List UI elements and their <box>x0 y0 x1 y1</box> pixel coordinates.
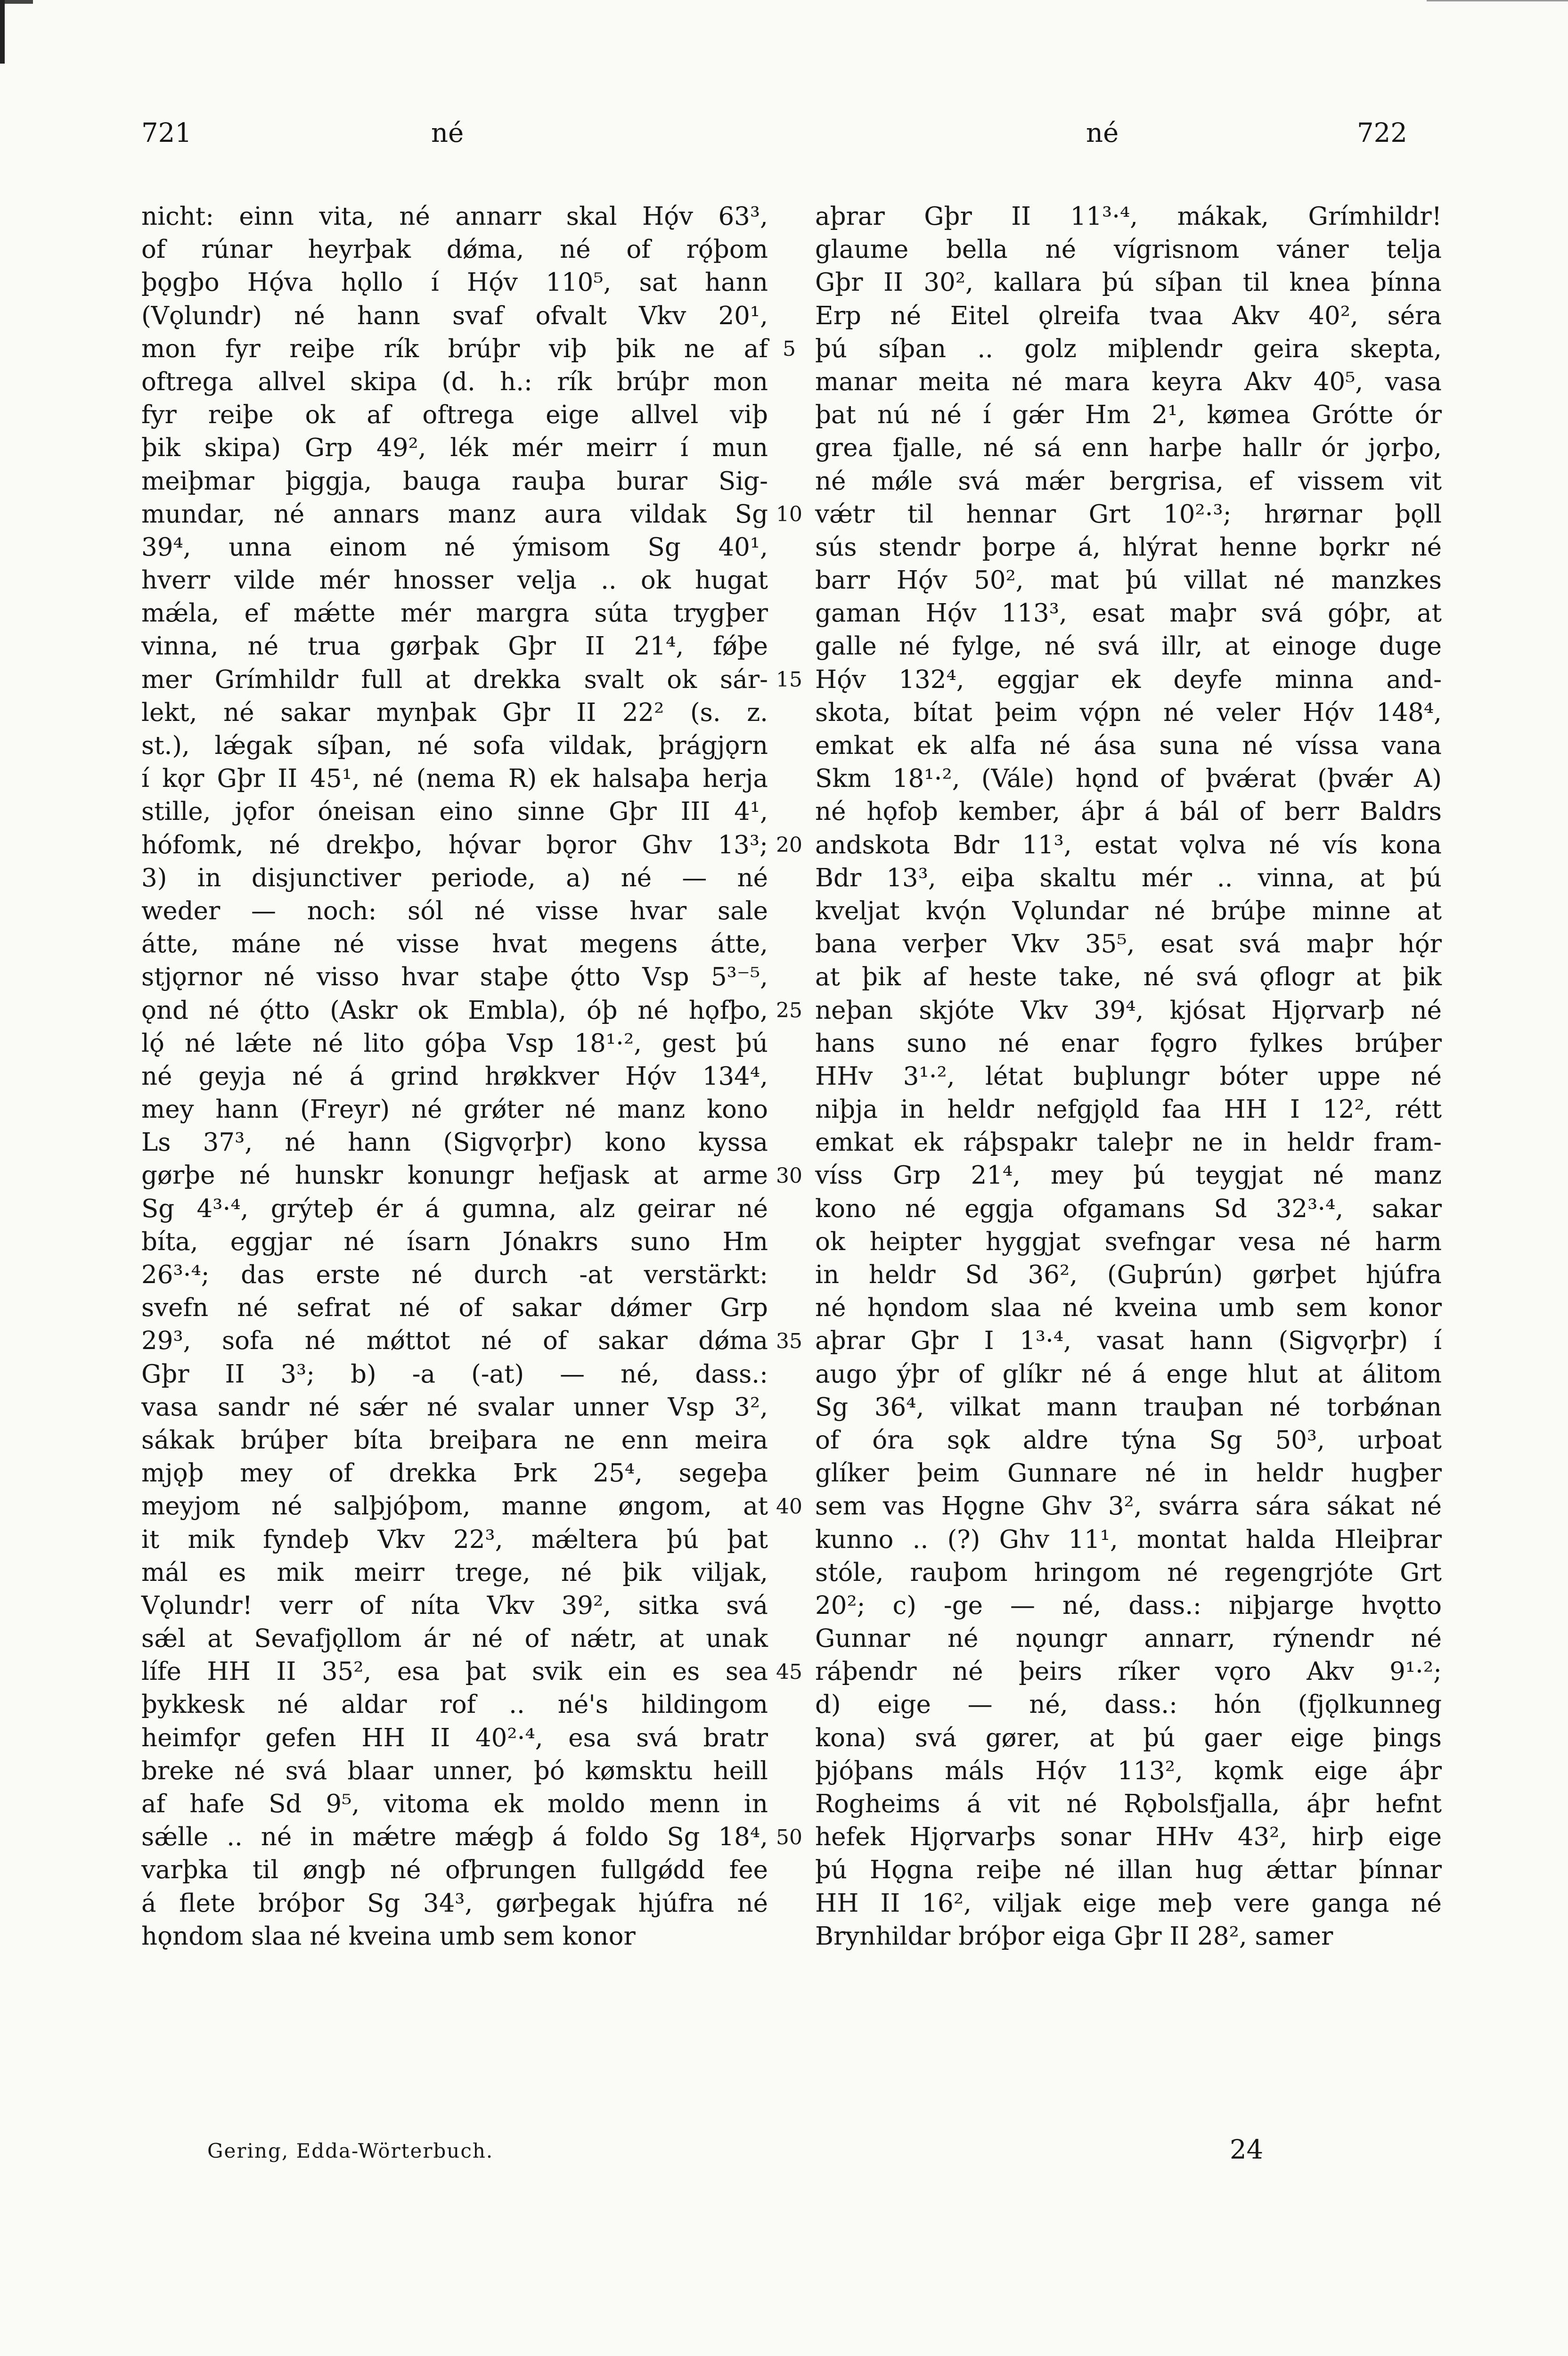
text-line: skota, bítat þeim vǫ́pn né veler Hǫ́v 148⁴, <box>815 698 1442 727</box>
text-line: mon fyr reiþe rík brúþr viþ þik ne af <box>141 334 768 363</box>
text-line: né hǫfoþ kember, áþr á bál of berr Baldrs <box>815 797 1442 826</box>
text-line: né hǫndom slaa né kveina umb sem konor <box>815 1293 1442 1323</box>
text-line: of rúnar heyrþak dǿma, né of rǫ́þom <box>141 235 768 264</box>
text-line: kono né eggja ofgamans Sd 32³·⁴, sakar <box>815 1194 1442 1223</box>
text-line: lífe HH II 35², esa þat svik ein es sea <box>141 1657 768 1686</box>
text-line: grea fjalle, né sá enn harþe hallr ór jǫrþo, <box>815 434 1442 463</box>
text-line: 3) in disjunctiver periode, a) né — né <box>141 863 768 892</box>
text-line: sem vas Hǫgne Ghv 3², svárra sára sákat né <box>815 1492 1442 1521</box>
text-line: HHv 3¹·², létat buþlungr bóter uppe né <box>815 1062 1442 1091</box>
text-line: þik skipa) Grp 49², lék mér meirr í mun <box>141 434 768 463</box>
text-line: stóle, rauþom hringom né regengrjóte Grt <box>815 1558 1442 1587</box>
line-number: 5 <box>783 336 796 361</box>
text-line: sǽlle .. né in mǽtre mǽgþ á foldo Sg 18⁴, <box>141 1823 768 1852</box>
page-number-left: 721 <box>141 118 192 148</box>
text-line: 29³, sofa né mǿttot né of sakar dǿma <box>141 1326 768 1356</box>
left-column <box>141 200 768 1953</box>
text-line: weder — noch: sól né visse hvar sale <box>141 896 768 925</box>
text-line: Erp né Eitel ǫlreifa tvaa Akv 40², séra <box>815 301 1442 330</box>
text-line: né mǿle svá mǽr bergrisa, ef vissem vit <box>815 466 1442 496</box>
line-number: 20 <box>776 833 802 857</box>
line-number: 10 <box>776 502 802 526</box>
text-line: meyjom né salþjóþom, manne øngom, at <box>141 1492 768 1521</box>
text-line: in heldr Sd 36², (Guþrún) gørþet hjúfra <box>815 1260 1442 1289</box>
text-line: þykkesk né aldar rof .. né's hildingom <box>141 1690 768 1719</box>
text-line: mey hann (Freyr) né grǿter né manz kono <box>141 1095 768 1124</box>
text-line: glaume bella né vígrisnom váner telja <box>815 235 1442 264</box>
text-line: HH II 16², viljak eige meþ vere ganga né <box>815 1889 1442 1918</box>
text-line: st.), lǽgak síþan, né sofa vildak, þrágjǫrn <box>141 731 768 760</box>
text-line: vasa sandr né sǽr né svalar unner Vsp 3², <box>141 1392 768 1422</box>
text-line: lekt, né sakar mynþak Gþr II 22² (s. z. <box>141 698 768 727</box>
text-line: aþrar Gþr I 1³·⁴, vasat hann (Sigvǫrþr) í <box>815 1326 1442 1356</box>
line-number: 15 <box>776 667 802 692</box>
text-line: þǫgþo Hǫ́va hǫllo í Hǫ́v 110⁵, sat hann <box>141 268 768 297</box>
scan-edge-mark-top <box>5 0 33 4</box>
text-line: mǽla, ef mǽtte mér margra súta trygþer <box>141 599 768 628</box>
text-line: emkat ek ráþspakr taleþr ne in heldr fram- <box>815 1128 1442 1157</box>
text-line: Sg 4³·⁴, grýteþ ér á gumna, alz geirar né <box>141 1194 768 1223</box>
text-line: bíta, eggjar né ísarn Jónakrs suno Hm <box>141 1227 768 1256</box>
right-column <box>815 200 1442 1953</box>
text-line: af hafe Sd 9⁵, vitoma ek moldo menn in <box>141 1790 768 1818</box>
text-line: mál es mik meirr trege, né þik viljak, <box>141 1558 768 1587</box>
text-line: d) eige — né, dass.: hón (fjǫlkunneg <box>815 1690 1442 1719</box>
text-line: barr Hǫ́v 50², mat þú villat né manzkes <box>815 566 1442 595</box>
sheet-number: 24 <box>1230 2135 1264 2165</box>
text-line: varþka til øngþ né ofþrungen fullgǿdd fee <box>141 1856 768 1885</box>
text-line: oftrega allvel skipa (d. h.: rík brúþr mon <box>141 367 768 396</box>
text-line: mundar, né annars manz aura vildak Sg <box>141 499 768 529</box>
text-line: 20²; c) -ge — né, dass.: niþjarge hvǫtto <box>815 1591 1442 1620</box>
text-line: aþrar Gþr II 11³·⁴, mákak, Grímhildr! <box>815 202 1442 231</box>
text-line: andskota Bdr 11³, estat vǫlva né vís kona <box>815 830 1442 859</box>
text-line: hans suno né enar fǫgro fylkes brúþer <box>815 1029 1442 1058</box>
text-line: stille, jǫfor óneisan eino sinne Gþr III 4¹, <box>141 797 768 826</box>
text-line: 39⁴, unna einom né ýmisom Sg 40¹, <box>141 532 768 562</box>
scan-edge-rule <box>1427 0 1568 1</box>
text-line: mjǫþ mey of drekka Þrk 25⁴, segeþa <box>141 1459 768 1488</box>
text-line: neþan skjóte Vkv 39⁴, kjósat Hjǫrvarþ né <box>815 996 1442 1025</box>
text-line: hǫndom slaa né kveina umb sem konor <box>141 1922 636 1951</box>
text-line: hófomk, né drekþo, hǫ́var bǫror Ghv 13³; <box>141 830 768 859</box>
text-line: ráþendr né þeirs ríker vǫro Akv 9¹·²; <box>815 1657 1442 1686</box>
text-line: it mik fyndeþ Vkv 22³, mǽltera þú þat <box>141 1525 768 1554</box>
text-line: Gþr II 3³; b) -a (-at) — né, dass.: <box>141 1359 768 1389</box>
line-number: 25 <box>776 998 802 1023</box>
text-line: Vǫlundr! verr of níta Vkv 39², sitka svá <box>141 1591 768 1620</box>
text-line: ǫnd né ǫ́tto (Askr ok Embla), óþ né hǫfþo, <box>141 996 768 1025</box>
text-line: átte, máne né visse hvat megens átte, <box>141 930 768 959</box>
text-line: Ls 37³, né hann (Sigvǫrþr) kono kyssa <box>141 1128 768 1157</box>
text-line: kunno .. (?) Ghv 11¹, montat halda Hleiþrar <box>815 1525 1442 1554</box>
running-head-right: né <box>1086 118 1119 148</box>
scan-edge-mark <box>0 0 5 64</box>
page-number-right: 722 <box>1357 118 1407 148</box>
text-line: heimfǫr gefen HH II 40²·⁴, esa svá bratr <box>141 1723 768 1752</box>
text-line: nicht: einn vita, né annarr skal Hǫ́v 63³, <box>141 202 768 231</box>
text-line: þat nú né í gǽr Hm 2¹, kømea Grótte ór <box>815 401 1442 430</box>
line-number: 30 <box>776 1163 802 1188</box>
text-line: hefek Hjǫrvarþs sonar HHv 43², hirþ eige <box>815 1823 1442 1852</box>
text-line: á flete bróþor Sg 34³, gørþegak hjúfra né <box>141 1889 768 1918</box>
text-line: né geyja né á grind hrøkkver Hǫ́v 134⁴, <box>141 1062 768 1091</box>
text-line: gørþe né hunskr konungr hefjask at arme <box>141 1161 768 1190</box>
text-line: sákak brúþer bíta breiþara ne enn meira <box>141 1425 768 1455</box>
text-line: sús stendr þorpe á, hlýrat henne bǫrkr né <box>815 532 1442 562</box>
text-line: bana verþer Vkv 35⁵, esat svá maþr hǫ́r <box>815 930 1442 959</box>
text-line: svefn né sefrat né of sakar dǿmer Grp <box>141 1293 768 1323</box>
text-line: kona) svá gører, at þú gaer eige þings <box>815 1723 1442 1752</box>
text-line: kveljat kvǫ́n Vǫlundar né brúþe minne at <box>815 896 1442 925</box>
text-line: stjǫrnor né visso hvar staþe ǫ́tto Vsp 5³⁻⁵, <box>141 963 768 992</box>
text-line: Gunnar né nǫungr annarr, rýnendr né <box>815 1624 1442 1653</box>
text-line: galle né fylge, né svá illr, at einoge duge <box>815 632 1442 661</box>
text-line: Rogheims á vit né Rǫbolsfjalla, áþr hefnt <box>815 1790 1442 1818</box>
signature-line: Gering, Edda-Wörterbuch. <box>207 2139 494 2162</box>
text-line: Bdr 13³, eiþa skaltu mér .. vinna, at þú <box>815 863 1442 892</box>
text-line: Hǫ́v 132⁴, eggjar ek deyfe minna and- <box>815 665 1442 694</box>
text-line: víss Grp 21⁴, mey þú teygjat né manz <box>815 1161 1442 1190</box>
text-line: hverr vilde mér hnosser velja .. ok hugat <box>141 566 768 595</box>
text-line: glíker þeim Gunnare né in heldr hugþer <box>815 1459 1442 1488</box>
text-line: mer Grímhildr full at drekka svalt ok sár- <box>141 665 768 694</box>
line-number: 40 <box>776 1494 802 1519</box>
text-line: breke né svá blaar unner, þó kømsktu heill <box>141 1756 768 1785</box>
text-line: niþja in heldr nefgjǫld faa HH I 12², rétt <box>815 1095 1442 1124</box>
text-line: ok heipter hyggjat svefngar vesa né harm <box>815 1227 1442 1256</box>
text-line: emkat ek alfa né ása suna né víssa vana <box>815 731 1442 760</box>
text-line: þú Hǫgna reiþe né illan hug ǽttar þínnar <box>815 1856 1442 1885</box>
line-number: 45 <box>776 1660 802 1684</box>
text-line: sǽl at Sevafjǫllom ár né of nǽtr, at unak <box>141 1624 768 1653</box>
text-line: fyr reiþe ok af oftrega eige allvel viþ <box>141 401 768 430</box>
text-line: þjóþans máls Hǫ́v 113², kǫmk eige áþr <box>815 1756 1442 1785</box>
text-line: vinna, né trua gørþak Gþr II 21⁴, fǿþe <box>141 632 768 661</box>
text-line: gaman Hǫ́v 113³, esat maþr svá góþr, at <box>815 599 1442 628</box>
text-line: of óra sǫk aldre týna Sg 50³, urþoat <box>815 1425 1442 1455</box>
text-line: augo ýþr of glíkr né á enge hlut at álitom <box>815 1359 1442 1389</box>
text-line: lǫ́ né lǽte né lito góþa Vsp 18¹·², gest þú <box>141 1029 768 1058</box>
line-number: 35 <box>776 1329 802 1353</box>
text-line: Skm 18¹·², (Vále) hǫnd of þvǽrat (þvǽr A) <box>815 764 1442 794</box>
text-line: þú síþan .. golz miþlendr geira skepta, <box>815 334 1442 363</box>
text-line: Sg 36⁴, vilkat mann trauþan né torbǿnan <box>815 1392 1442 1422</box>
text-line: vǽtr til hennar Grt 10²·³; hrørnar þǫll <box>815 499 1442 529</box>
line-number: 50 <box>776 1825 802 1849</box>
text-line: meiþmar þiggja, bauga rauþa burar Sig- <box>141 466 768 496</box>
text-line: manar meita né mara keyra Akv 40⁵, vasa <box>815 367 1442 396</box>
text-line: Gþr II 30², kallara þú síþan til knea þínna <box>815 268 1442 297</box>
running-head-left: né <box>431 118 464 148</box>
text-line: (Vǫlundr) né hann svaf ofvalt Vkv 20¹, <box>141 301 768 330</box>
text-line: at þik af heste take, né svá ǫflogr at þik <box>815 963 1442 992</box>
text-line: 26³·⁴; das erste né durch -at verstärkt: <box>141 1260 768 1289</box>
text-line: í kǫr Gþr II 45¹, né (nema R) ek halsaþa herja <box>141 764 768 794</box>
text-line: Brynhildar bróþor eiga Gþr II 28², samer <box>815 1922 1333 1951</box>
